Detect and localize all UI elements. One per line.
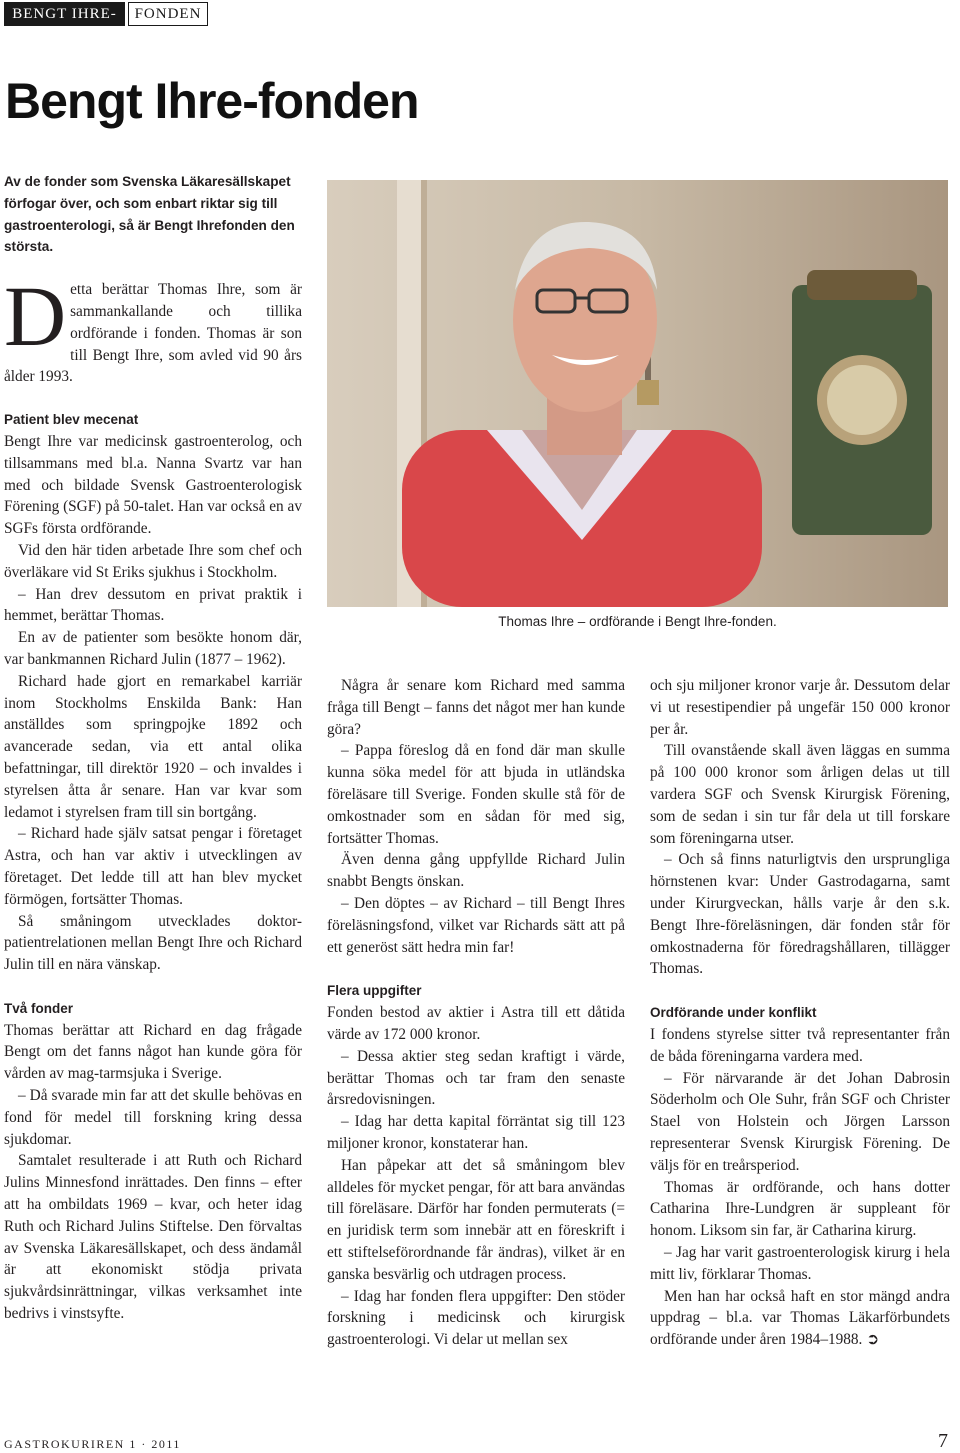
body-paragraph: Thomas berättar att Richard en dag frågade Bengt om det fanns något han kunde göra för vården av mag-tarmsjuka i Sverige.	[4, 1021, 302, 1083]
body-paragraph: Thomas är ordförande, och hans dotter Catharina Ihre-Lundgren är suppleant för honom. Liksom sin far, är Catharina kirurg.	[650, 1178, 950, 1240]
body-paragraph: Men han har också haft en stor mängd andra uppdrag – bl.a. var Thomas Läkarförbundets ordförande under åren 1984–1988. ➲	[650, 1287, 950, 1349]
body-paragraph: Richard hade gjort en remarkabel karriär inom Stockholms Enskilda Bank: Han anställdes som springpojke 1892 och avancerade sedan, via ett antal olika befattningar, till direktör 1920 – och invaldes i styrelsen åtta år senare. Han var kvar som ledamot i styrelsen fram till sin bortgång.	[4, 672, 302, 821]
journal-footer: GASTROKURIREN 1 · 2011	[4, 1437, 181, 1451]
lead-paragraph: Av de fonder som Svenska Läkaresällskapet förfogar över, och som enbart riktar sig till gastroenterologi, så är Bengt Ihrefonden den största.	[4, 174, 295, 255]
subheading: Flera uppgifter	[327, 983, 422, 999]
body-paragraph: Vid den här tiden arbetade Ihre som chef och överläkare vid St Eriks sjukhus i Stockholm.	[4, 541, 302, 581]
body-paragraph: Även denna gång uppfyllde Richard Julin snabbt Bengts önskan.	[327, 851, 625, 891]
column-2	[327, 675, 625, 1351]
body-paragraph: Bengt Ihre var medicinsk gastroenterolog, och tillsammans med bl.a. Nanna Svartz var han med och bildade Svensk Gastroenterologisk Förening (SGF) på 50-talet. Han var också en av SGFs första ordförande.	[4, 432, 302, 538]
subheading: Ordförande under konflikt	[650, 1005, 817, 1021]
body-paragraph: – För närvarande är det Johan Dabrosin Söderholm och Ole Suhr, från SGF och Christer Stael von Holstein och Jörgen Larsson representerar Svensk Kirurgisk Förening. De väljs för en treårsperiod.	[650, 1069, 950, 1174]
subheading: Patient blev mecenat	[4, 412, 139, 428]
section-tag-outline: FONDEN	[128, 2, 208, 26]
intro-paragraph	[4, 268, 302, 388]
intro-text: etta berättar Thomas Ihre, som är sammankallande och tillika ordförande i fonden. Thomas är son till Bengt Ihre, som avled vid 90 års ålder 1993.	[4, 281, 302, 386]
body-paragraph: Några år senare kom Richard med samma fråga till Bengt – fanns det något mer han kunde göra?	[327, 677, 625, 738]
drop-cap: D	[4, 268, 67, 365]
body-paragraph: Fonden bestod av aktier i Astra till ett dåtida värde av 172 000 kronor.	[327, 1004, 625, 1043]
portrait-illustration	[327, 180, 948, 607]
body-paragraph: – Och så finns naturligtvis den ursprungliga hörnstenen kvar: Under Gastrodagarna, samt under Kirurgveckan, hålls varje år den s.k. Bengt Ihre-föreläsningen, där fonden står för omkostnaderna för föredragshållaren, tillägger Thomas.	[650, 851, 950, 978]
body-paragraph: – Den döptes – av Richard – till Bengt Ihres föreläsningsfond, vilket var Richards sätt att på ett generöst sätt hedra min far!	[327, 894, 625, 956]
column-3	[650, 675, 950, 1351]
body-paragraph: En av de patienter som besökte honom där, var bankmannen Richard Julin (1877 – 1962).	[4, 629, 302, 668]
column-1-body	[4, 409, 302, 1325]
body-paragraph: – Jag har varit gastroenterologisk kirurg i hela mitt liv, förklarar Thomas.	[650, 1243, 950, 1283]
body-paragraph: Så småningom utvecklades doktor-patientrelationen mellan Bengt Ihre och Richard Julin till en nära vänskap.	[4, 912, 302, 974]
body-paragraph: – Idag har detta kapital förräntat sig till 123 miljoner kronor, konstaterar han.	[327, 1113, 625, 1152]
body-paragraph: – Richard hade själv satsat pengar i företaget Astra, och han var aktiv i utvecklingen av företaget. Det ledde till att han blev mycket förmögen, fortsätter Thomas.	[4, 825, 302, 908]
body-paragraph: – Pappa föreslog då en fond där man skulle kunna söka medel för att bjuda in utländska föreläsare till Sverige. Fonden skulle stå för de omkostnader som en sådan för med sig, fortsätter Thomas.	[327, 742, 625, 847]
body-paragraph: – Han drev dessutom en privat praktik i hemmet, berättar Thomas.	[4, 585, 302, 625]
body-paragraph: och sju miljoner kronor varje år. Dessutom delar vi ut resestipendier på ungefär 150 000 kronor per år.	[650, 677, 950, 738]
section-tag: BENGT IHRE-	[4, 2, 125, 26]
body-paragraph: Till ovanstående skall även läggas en summa på 100 000 kronor som årligen delas ut till vardera SGF och Svensk Kirurgisk Förening, som de sedan i sin tur får dela ut till forskare som föreningarna utser.	[650, 742, 950, 847]
photo-caption: Thomas Ihre – ordförande i Bengt Ihre-fonden.	[498, 614, 777, 629]
portrait-photo	[327, 180, 948, 607]
body-paragraph: I fondens styrelse sitter två representanter från de båda föreningarna vardera med.	[650, 1025, 950, 1065]
body-paragraph: Samtalet resulterade i att Ruth och Richard Julins Minnesfond inrättades. Den finns – efter att ha ombildats 1969 – kvar, och heter idag Ruth och Richard Julins Stiftelse. Den förvaltas av Svenska Läkaresällskapet, och dess ändamål är att ekonomiskt stödja privata sjukvårdsinrättningar, vilkas verksamhet inte bedrivs i vinstsyfte.	[4, 1152, 302, 1323]
column-1	[4, 171, 302, 1325]
body-paragraph: Han påpekar att det så småningom blev alldeles för mycket pengar, för att bara användas till föreläsare. Därför har fonden permuterats (= en juridisk term som innebär att en föreskrift i ett stiftelseförordnande får ändras), vilket är en ganska besvärlig och utdragen process.	[327, 1156, 625, 1283]
subheading: Två fonder	[4, 1000, 74, 1016]
page-title: Bengt Ihre-fonden	[5, 73, 419, 129]
body-paragraph: – Dessa aktier steg sedan kraftigt i värde, berättar Thomas och tar fram den senaste årsredovisningen.	[327, 1047, 625, 1109]
body-paragraph: – Då svarade min far att det skulle behövas en fond för medel till forskning kring dessa sjukdomar.	[4, 1087, 302, 1148]
body-paragraph: – Idag har fonden flera uppgifter: Den stöder forskning i medicinsk och kirurgisk gastroenterologi. Vi delar ut mellan sex	[327, 1287, 625, 1349]
page-number: 7	[938, 1430, 948, 1452]
